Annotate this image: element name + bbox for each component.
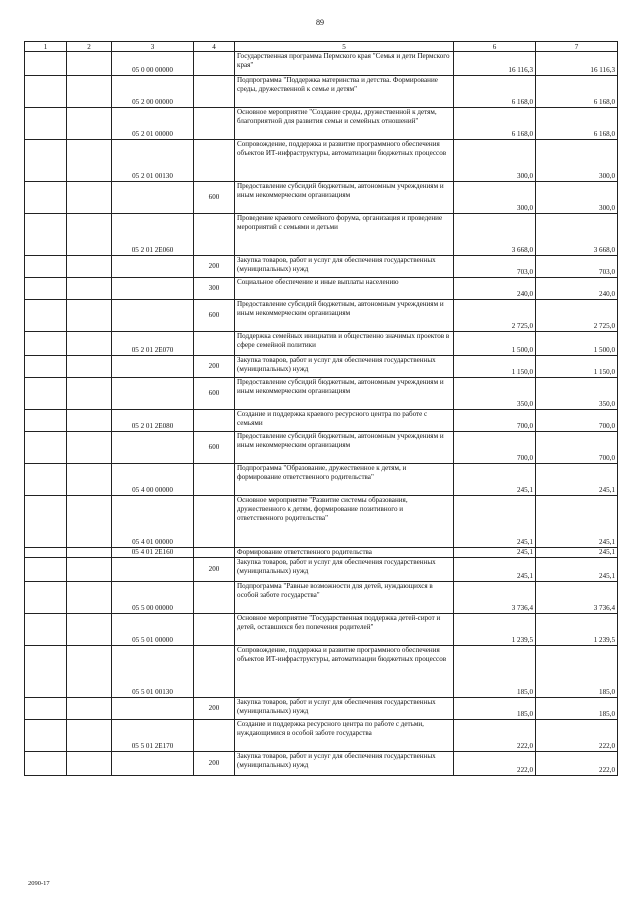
table-row — [25, 332, 618, 356]
cell-name: Подпрограмма "Поддержка материнства и детства. Формирование среды, дружественной к семье и детям" — [235, 76, 454, 108]
cell-col1 — [25, 548, 67, 558]
cell-amount-7: 185,0 — [536, 698, 618, 720]
cell-col1 — [25, 214, 67, 256]
cell-col2 — [67, 558, 112, 582]
cell-expense-type — [194, 76, 235, 108]
cell-expense-type: 300 — [194, 278, 235, 300]
cell-amount-6: 240,0 — [454, 278, 536, 300]
cell-name: Сопровождение, поддержка и развитие программного обеспечения объектов ИТ-инфраструктуры, автоматизации бюджетных процессов — [235, 646, 454, 698]
cell-col2 — [67, 108, 112, 140]
cell-name: Подпрограмма "Образование, дружественное к детям, и формирование ответственного родительства" — [235, 464, 454, 496]
cell-amount-6: 3 736,4 — [454, 582, 536, 614]
table-row — [25, 614, 618, 646]
cell-code: 05 5 01 00000 — [112, 614, 194, 646]
cell-name: Закупка товаров, работ и услуг для обеспечения государственных (муниципальных) нужд — [235, 752, 454, 776]
cell-col1 — [25, 256, 67, 278]
table-row — [25, 432, 618, 464]
cell-col1 — [25, 464, 67, 496]
cell-expense-type — [194, 496, 235, 548]
cell-col1 — [25, 720, 67, 752]
header-cell: 5 — [235, 42, 454, 52]
cell-amount-6: 1 150,0 — [454, 356, 536, 378]
cell-col2 — [67, 464, 112, 496]
header-cell: 4 — [194, 42, 235, 52]
cell-code — [112, 752, 194, 776]
header-cell: 7 — [536, 42, 618, 52]
cell-name: Основное мероприятие "Государственная поддержка детей-сирот и детей, оставшихся без попечения родителей" — [235, 614, 454, 646]
table-row — [25, 378, 618, 410]
cell-amount-7: 1 500,0 — [536, 332, 618, 356]
cell-amount-6: 2 725,0 — [454, 300, 536, 332]
table-row — [25, 752, 618, 776]
cell-amount-6: 245,1 — [454, 464, 536, 496]
cell-code: 05 4 01 2Е160 — [112, 548, 194, 558]
cell-code — [112, 256, 194, 278]
cell-expense-type — [194, 720, 235, 752]
table-row — [25, 582, 618, 614]
cell-expense-type: 600 — [194, 182, 235, 214]
cell-col1 — [25, 278, 67, 300]
cell-col1 — [25, 356, 67, 378]
cell-expense-type — [194, 140, 235, 182]
cell-col2 — [67, 378, 112, 410]
cell-amount-7: 16 116,3 — [536, 52, 618, 76]
table-row — [25, 558, 618, 582]
table-row — [25, 646, 618, 698]
cell-name: Формирование ответственного родительства — [235, 548, 454, 558]
cell-col1 — [25, 752, 67, 776]
header-row — [25, 42, 618, 52]
cell-code: 05 2 00 00000 — [112, 76, 194, 108]
cell-col2 — [67, 720, 112, 752]
cell-amount-6: 222,0 — [454, 720, 536, 752]
cell-amount-7: 300,0 — [536, 140, 618, 182]
cell-col2 — [67, 278, 112, 300]
cell-col2 — [67, 256, 112, 278]
cell-amount-7: 245,1 — [536, 464, 618, 496]
cell-code: 05 2 01 00000 — [112, 108, 194, 140]
cell-amount-6: 222,0 — [454, 752, 536, 776]
table-row — [25, 548, 618, 558]
cell-code: 05 4 01 00000 — [112, 496, 194, 548]
table-row — [25, 214, 618, 256]
cell-amount-7: 245,1 — [536, 496, 618, 548]
cell-col2 — [67, 182, 112, 214]
cell-amount-7: 245,1 — [536, 558, 618, 582]
cell-expense-type — [194, 108, 235, 140]
cell-col1 — [25, 558, 67, 582]
cell-expense-type: 200 — [194, 698, 235, 720]
cell-amount-7: 700,0 — [536, 432, 618, 464]
cell-code — [112, 432, 194, 464]
cell-col1 — [25, 332, 67, 356]
cell-amount-7: 300,0 — [536, 182, 618, 214]
cell-col1 — [25, 698, 67, 720]
cell-col1 — [25, 378, 67, 410]
cell-code — [112, 558, 194, 582]
cell-expense-type — [194, 332, 235, 356]
cell-amount-6: 703,0 — [454, 256, 536, 278]
table-row — [25, 300, 618, 332]
cell-code — [112, 378, 194, 410]
table-row — [25, 464, 618, 496]
cell-amount-7: 2 725,0 — [536, 300, 618, 332]
cell-code: 05 5 00 00000 — [112, 582, 194, 614]
table-row — [25, 140, 618, 182]
cell-expense-type — [194, 548, 235, 558]
cell-amount-6: 1 500,0 — [454, 332, 536, 356]
cell-amount-7: 3 668,0 — [536, 214, 618, 256]
cell-col2 — [67, 432, 112, 464]
table-row — [25, 108, 618, 140]
cell-expense-type — [194, 410, 235, 432]
cell-col1 — [25, 432, 67, 464]
cell-name: Социальное обеспечение и иные выплаты населению — [235, 278, 454, 300]
table-row — [25, 356, 618, 378]
cell-col2 — [67, 300, 112, 332]
cell-col1 — [25, 52, 67, 76]
cell-col2 — [67, 752, 112, 776]
cell-name: Проведение краевого семейного форума, организация и проведение мероприятий с семьями и детьми — [235, 214, 454, 256]
cell-amount-7: 222,0 — [536, 752, 618, 776]
footer-code: 2090-17 — [28, 880, 50, 887]
cell-name: Государственная программа Пермского края "Семья и дети Пермского края" — [235, 52, 454, 76]
cell-name: Закупка товаров, работ и услуг для обеспечения государственных (муниципальных) нужд — [235, 558, 454, 582]
cell-expense-type — [194, 614, 235, 646]
cell-expense-type — [194, 52, 235, 76]
cell-col1 — [25, 496, 67, 548]
cell-col2 — [67, 76, 112, 108]
cell-amount-7: 703,0 — [536, 256, 618, 278]
cell-col2 — [67, 646, 112, 698]
cell-col2 — [67, 140, 112, 182]
cell-code: 05 4 00 00000 — [112, 464, 194, 496]
cell-expense-type: 600 — [194, 432, 235, 464]
cell-name: Подпрограмма "Равные возможности для детей, нуждающихся в особой заботе государства" — [235, 582, 454, 614]
cell-expense-type: 200 — [194, 256, 235, 278]
cell-amount-6: 245,1 — [454, 548, 536, 558]
cell-code: 05 5 01 00130 — [112, 646, 194, 698]
cell-col2 — [67, 582, 112, 614]
cell-amount-7: 245,1 — [536, 548, 618, 558]
cell-code: 05 2 01 2Е070 — [112, 332, 194, 356]
cell-amount-6: 6 168,0 — [454, 108, 536, 140]
table-row — [25, 182, 618, 214]
cell-amount-7: 700,0 — [536, 410, 618, 432]
page-number: 89 — [316, 18, 324, 27]
cell-amount-7: 222,0 — [536, 720, 618, 752]
cell-code: 05 2 01 2Е060 — [112, 214, 194, 256]
cell-col1 — [25, 182, 67, 214]
cell-amount-6: 185,0 — [454, 646, 536, 698]
table-row — [25, 278, 618, 300]
cell-code — [112, 300, 194, 332]
cell-col1 — [25, 140, 67, 182]
cell-expense-type — [194, 464, 235, 496]
cell-name: Поддержка семейных инициатив и общественно значимых проектов в сфере семейной политики — [235, 332, 454, 356]
cell-code: 05 0 00 00000 — [112, 52, 194, 76]
cell-amount-6: 1 239,5 — [454, 614, 536, 646]
cell-name: Основное мероприятие "Создание среды, дружественной к детям, благоприятной для развития семьи и семейных отношений" — [235, 108, 454, 140]
cell-name: Предоставление субсидий бюджетным, автономным учреждениям и иным некоммерческим организациям — [235, 432, 454, 464]
cell-amount-6: 3 668,0 — [454, 214, 536, 256]
cell-name: Создание и поддержка ресурсного центра по работе с детьми, нуждающимися в особой заботе государства — [235, 720, 454, 752]
cell-amount-6: 700,0 — [454, 432, 536, 464]
cell-col2 — [67, 614, 112, 646]
cell-code: 05 5 01 2Е170 — [112, 720, 194, 752]
cell-expense-type — [194, 646, 235, 698]
cell-name: Предоставление субсидий бюджетным, автономным учреждениям и иным некоммерческим организациям — [235, 300, 454, 332]
cell-expense-type — [194, 582, 235, 614]
header-cell: 3 — [112, 42, 194, 52]
cell-code — [112, 698, 194, 720]
cell-col1 — [25, 300, 67, 332]
cell-code — [112, 278, 194, 300]
cell-code — [112, 182, 194, 214]
cell-amount-6: 300,0 — [454, 182, 536, 214]
cell-amount-6: 350,0 — [454, 378, 536, 410]
cell-col1 — [25, 108, 67, 140]
cell-amount-7: 6 168,0 — [536, 108, 618, 140]
cell-name: Предоставление субсидий бюджетным, автономным учреждениям и иным некоммерческим организациям — [235, 378, 454, 410]
table-row — [25, 76, 618, 108]
cell-col2 — [67, 332, 112, 356]
cell-col1 — [25, 410, 67, 432]
header-cell: 1 — [25, 42, 67, 52]
cell-col2 — [67, 548, 112, 558]
cell-col2 — [67, 698, 112, 720]
cell-amount-6: 700,0 — [454, 410, 536, 432]
cell-name: Основное мероприятие "Развитие системы образования, дружественного к детям, формирование позитивного и ответственного родительства" — [235, 496, 454, 548]
cell-col2 — [67, 496, 112, 548]
cell-expense-type: 200 — [194, 752, 235, 776]
table-row — [25, 698, 618, 720]
cell-amount-7: 1 239,5 — [536, 614, 618, 646]
cell-amount-7: 3 736,4 — [536, 582, 618, 614]
cell-expense-type: 600 — [194, 300, 235, 332]
header-cell: 2 — [67, 42, 112, 52]
cell-expense-type: 200 — [194, 356, 235, 378]
cell-amount-6: 245,1 — [454, 496, 536, 548]
cell-amount-6: 245,1 — [454, 558, 536, 582]
table-row — [25, 720, 618, 752]
cell-amount-7: 350,0 — [536, 378, 618, 410]
table-row — [25, 52, 618, 76]
cell-col1 — [25, 582, 67, 614]
table-body — [25, 42, 618, 776]
cell-name: Предоставление субсидий бюджетным, автономным учреждениям и иным некоммерческим организациям — [235, 182, 454, 214]
cell-name: Закупка товаров, работ и услуг для обеспечения государственных (муниципальных) нужд — [235, 256, 454, 278]
cell-col2 — [67, 52, 112, 76]
cell-amount-6: 6 168,0 — [454, 76, 536, 108]
cell-col1 — [25, 614, 67, 646]
cell-amount-6: 185,0 — [454, 698, 536, 720]
header-cell: 6 — [454, 42, 536, 52]
budget-table — [24, 41, 618, 776]
cell-name: Создание и поддержка краевого ресурсного центра по работе с семьями — [235, 410, 454, 432]
cell-col2 — [67, 410, 112, 432]
cell-name: Закупка товаров, работ и услуг для обеспечения государственных (муниципальных) нужд — [235, 698, 454, 720]
cell-amount-6: 16 116,3 — [454, 52, 536, 76]
cell-code: 05 2 01 00130 — [112, 140, 194, 182]
cell-expense-type — [194, 214, 235, 256]
cell-amount-7: 1 150,0 — [536, 356, 618, 378]
cell-amount-7: 185,0 — [536, 646, 618, 698]
table-row — [25, 496, 618, 548]
cell-name: Закупка товаров, работ и услуг для обеспечения государственных (муниципальных) нужд — [235, 356, 454, 378]
cell-col2 — [67, 214, 112, 256]
cell-expense-type: 600 — [194, 378, 235, 410]
table-row — [25, 410, 618, 432]
cell-expense-type: 200 — [194, 558, 235, 582]
cell-col2 — [67, 356, 112, 378]
cell-col1 — [25, 76, 67, 108]
cell-code: 05 2 01 2Е080 — [112, 410, 194, 432]
cell-amount-7: 6 168,0 — [536, 76, 618, 108]
cell-col1 — [25, 646, 67, 698]
cell-code — [112, 356, 194, 378]
cell-name: Сопровождение, поддержка и развитие программного обеспечения объектов ИТ-инфраструктуры, автоматизации бюджетных процессов — [235, 140, 454, 182]
table-row — [25, 256, 618, 278]
cell-amount-6: 300,0 — [454, 140, 536, 182]
cell-amount-7: 240,0 — [536, 278, 618, 300]
